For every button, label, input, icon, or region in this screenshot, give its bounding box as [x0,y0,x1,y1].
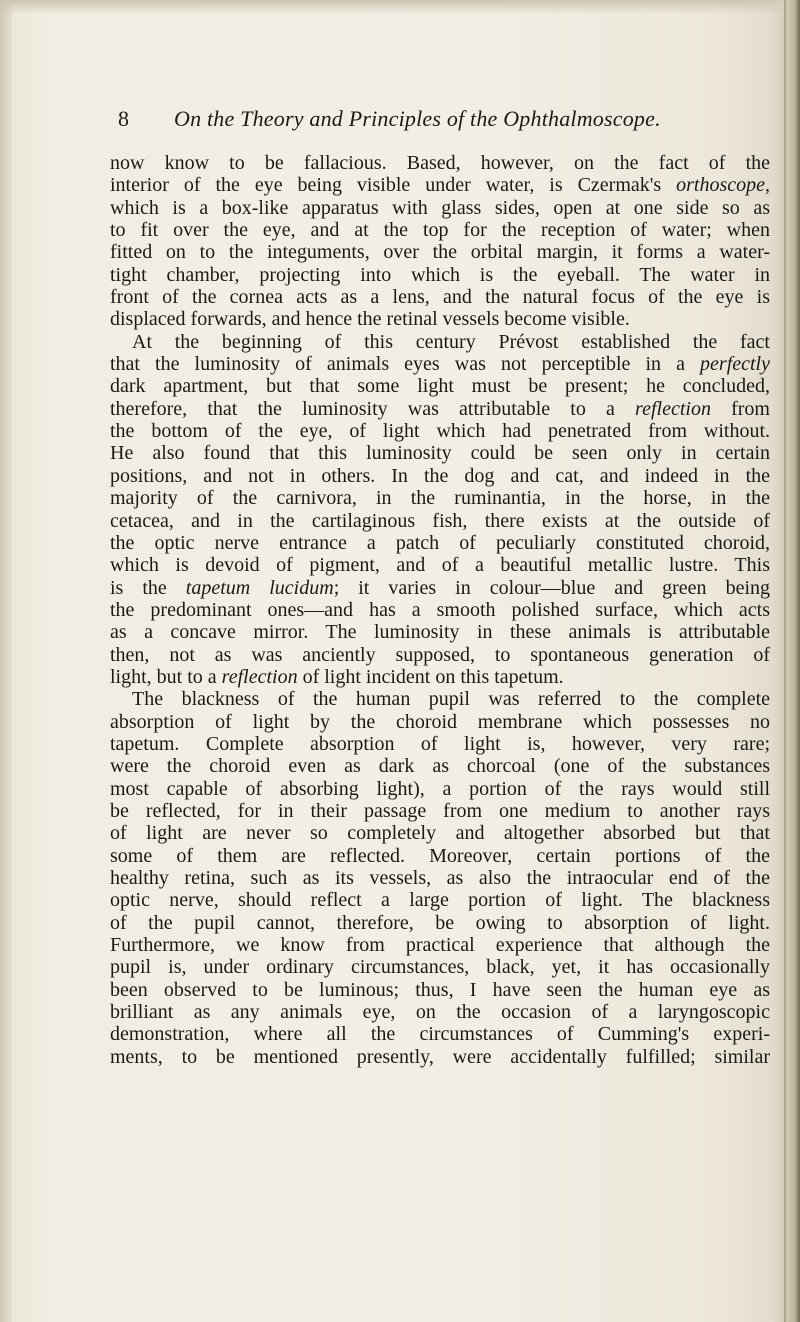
text-line: tapetum. Complete absorption of light is, however, very rare; [110,732,770,755]
text-line: to fit over the eye, and at the top for the reception of water; when [110,219,770,242]
text-line: light, but to a reflection of light incident on this tapetum. [110,665,564,688]
text-line: the bottom of the eye, of light which had penetrated from without. [110,420,770,443]
text-line: been observed to be luminous; thus, I have seen the human eye as [110,978,770,1001]
text-line: be reflected, for in their passage from one medium to another rays [110,799,770,822]
text-line: Furthermore, we know from practical experience that although the [110,934,770,957]
text-line: pupil is, under ordinary circumstances, black, yet, it has occasionally [110,956,770,979]
text-line: tight chamber, projecting into which is the eyeball. The water in [110,263,770,286]
text-line: that the luminosity of animals eyes was not perceptible in a perfectly [110,353,770,376]
running-head [118,106,758,132]
text-line: is the tapetum lucidum; it varies in colour—blue and green being [110,576,770,599]
text-line: the predominant ones—and has a smooth polished surface, which acts [110,598,770,621]
page-edge-line [784,0,786,1322]
text-line: cetacea, and in the cartilaginous fish, there exists at the outside of [110,509,770,532]
page-binding-edge [0,0,12,1322]
text-line: fitted on to the integuments, over the orbital margin, it forms a water- [110,241,770,264]
body-text [110,152,770,1068]
text-line: brilliant as any animals eye, on the occasion of a laryngoscopic [110,1001,770,1024]
page-top-shadow [0,0,800,14]
text-line: ments, to be mentioned presently, were accidentally fulfilled; similar [110,1045,770,1068]
text-line: the optic nerve entrance a patch of peculiarly constituted choroid, [110,531,770,554]
text-line: front of the cornea acts as a lens, and the natural focus of the eye is [110,286,770,309]
text-line: as a concave mirror. The luminosity in these animals is attributable [110,621,770,644]
text-line: absorption of light by the choroid membrane which possesses no [110,710,770,733]
text-line: interior of the eye being visible under water, is Czermak's orthoscope, [110,174,770,197]
page-number: 8 [118,106,130,131]
text-line: majority of the carnivora, in the ruminantia, in the horse, in the [110,487,770,510]
text-line: now know to be fallacious. Based, however, on the fact of the [110,152,770,174]
running-title: On the Theory and Principles of the Ophthalmoscope. [174,106,661,131]
text-line: therefore, that the luminosity was attributable to a reflection from [110,397,770,420]
text-line: displaced forwards, and hence the retinal vessels become visible. [110,308,630,331]
page-right-edge [772,0,800,1322]
text-line: most capable of absorbing light), a portion of the rays would still [110,777,770,800]
text-line: which is devoid of pigment, and of a beautiful metallic lustre. This [110,554,770,577]
text-line: then, not as was anciently supposed, to spontaneous generation of [110,643,770,666]
text-line: The blackness of the human pupil was referred to the complete [132,688,770,711]
text-line: which is a box-like apparatus with glass sides, open at one side so as [110,196,770,219]
text-line: positions, and not in others. In the dog and cat, and indeed in the [110,464,770,487]
text-line: At the beginning of this century Prévost established the fact [132,330,770,353]
text-line: optic nerve, should reflect a large portion of light. The blackness [110,889,770,912]
text-line: He also found that this luminosity could be seen only in certain [110,442,770,465]
text-line: of the pupil cannot, therefore, be owing to absorption of light. [110,911,770,934]
text-line: some of them are reflected. Moreover, certain portions of the [110,844,770,867]
text-line: of light are never so completely and altogether absorbed but that [110,822,770,845]
text-line: dark apartment, but that some light must be present; he concluded, [110,375,770,398]
text-line: demonstration, where all the circumstances of Cumming's experi- [110,1023,770,1046]
text-line: healthy retina, such as its vessels, as also the intraocular end of the [110,867,770,889]
text-line: were the choroid even as dark as chorcoal (one of the substances [110,755,770,778]
